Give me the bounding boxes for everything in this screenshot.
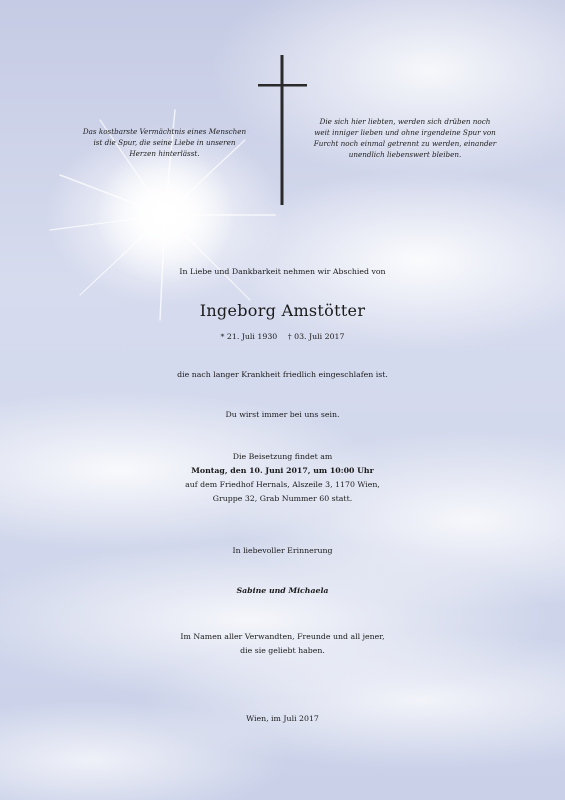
- cross-icon: [258, 55, 308, 205]
- memory-text: Du wirst immer bei uns sein.: [225, 410, 340, 419]
- deceased-name: Ingeborg Amstötter: [199, 301, 366, 320]
- quote-right-line: weit inniger lieben und ohne irgendeine Spur von: [314, 128, 496, 137]
- place-date: Wien, im Juli 2017: [246, 714, 319, 723]
- intro-text: In Liebe und Dankbarkeit nehmen wir Abschied von: [179, 267, 386, 276]
- quote-right-line: Furcht noch einmal getrennt zu werden, einander: [313, 139, 497, 148]
- quote-left: [72, 126, 257, 159]
- quote-right-line: unendlich liebenswert bleiben.: [348, 150, 462, 159]
- quote-left-line: ist die Spur, die seine Liebe in unseren: [93, 138, 236, 147]
- remembrance-text: In liebevoller Erinnerung: [232, 546, 333, 555]
- quote-left-line: Herzen hinterlässt.: [129, 149, 200, 158]
- birth-date: * 21. Juli 1930: [220, 332, 278, 341]
- quote-right: [305, 116, 505, 160]
- funeral-place: auf dem Friedhof Hernals, Alszeile 3, 1170 Wien,: [185, 480, 380, 489]
- funeral-date: Montag, den 10. Juni 2017, um 10:00 Uhr: [191, 466, 374, 475]
- life-dates: [0, 331, 565, 343]
- mourners-names: Sabine und Michaela: [236, 586, 329, 595]
- funeral-grave: Gruppe 32, Grab Nummer 60 statt.: [212, 494, 353, 503]
- death-date: † 03. Juli 2017: [287, 332, 345, 341]
- relatives-text-2: die sie geliebt haben.: [240, 646, 325, 655]
- quote-right-line: Die sich hier liebten, werden sich drüben noch: [319, 117, 491, 126]
- funeral-intro: Die Beisetzung findet am: [232, 452, 333, 461]
- passing-text: die nach langer Krankheit friedlich eingeschlafen ist.: [177, 370, 388, 379]
- relatives-text: Im Namen aller Verwandten, Freunde und all jener,: [180, 632, 385, 641]
- quote-left-line: Das kostbarste Vermächtnis eines Menschen: [82, 127, 247, 136]
